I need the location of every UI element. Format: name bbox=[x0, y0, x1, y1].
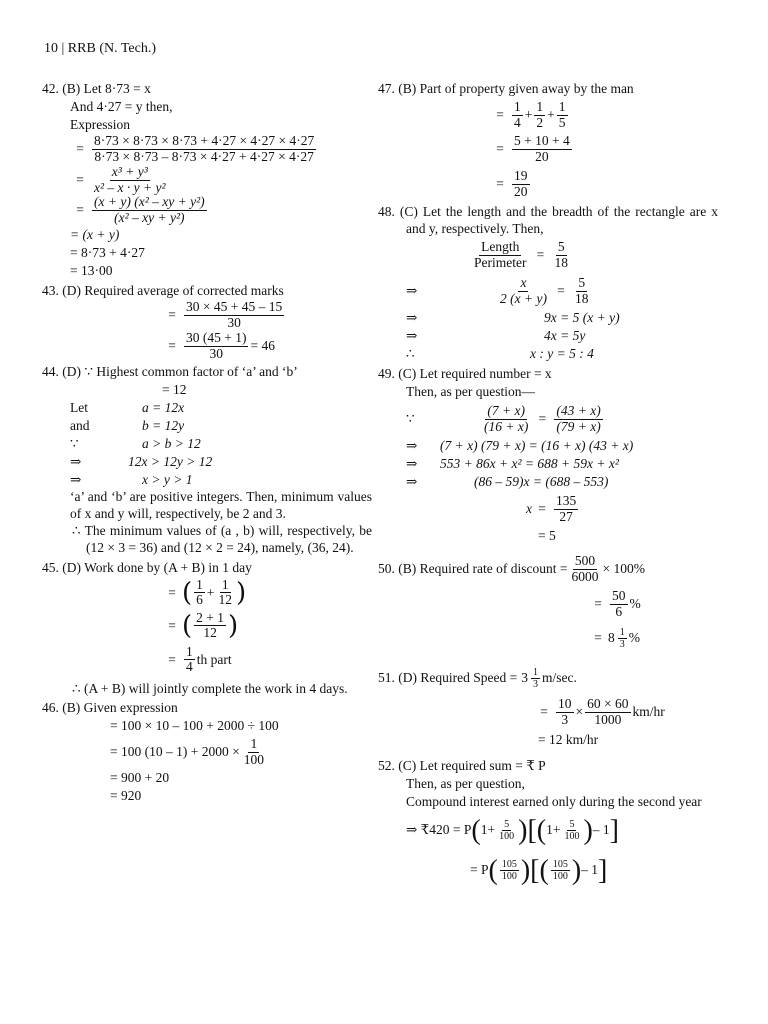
answer-44-r1: = 12 bbox=[162, 382, 187, 397]
answer-44-para2: ∴ The minimum values of (a , b) will, respectively, be (12 × 3 = 36) and (12 × 2 = 24), namely, (36, 24). bbox=[72, 523, 372, 556]
answer-52-head: 52. (C) Let required sum = ₹ P bbox=[378, 758, 546, 774]
answer-42-result2: = 8·73 + 4·27 bbox=[70, 244, 145, 260]
answer-49: 49. (C) Let required number = x Then, as per question— ∵ $\frac{(7 + x)}{(16 + x)}$ = $\frac{(43 + x)}{(79 + x)}$ ⇒ (7 + x) (79 + x) = (16 + x) (43 + x) ⇒ 553 + 86x + x² = 688 + 59x + x² ⇒ (86 – 59)x = (688 – 553) x = $\frac{135}{27}$ = 5 bbox=[378, 366, 718, 546]
answer-50: 50. (B) Required rate of discount = $\frac{500}{6000}$ × 100% = $\frac{50}{6}$ % = 8 $\frac{1}{3}$ % bbox=[378, 553, 645, 651]
answer-42-frac1: = $\frac{8\cdot 73 \times 8\cdot 73 \times 8\cdot 73 + 4\cdot 27 \times 4\cdot 27 \times 4\cdot 27}{8\cdot 73 \times 8\cdot 73 - 8\cdot 73 \times 4\cdot 27 + 4\cdot 27 \times 4\cdot 27}$ bbox=[76, 133, 315, 164]
answer-52: 52. (C) Let required sum = ₹ P Then, as per question, Compound interest earned only during the second year ⇒ ₹420 = P ( 1+ $\frac{5}{100}$ ) [ ( 1+ $\frac{5}{100}$ ) – 1 ] = P ( $\frac{105}{100}$ ) [ ( $\frac{105}{100}$ ) – 1 ] bbox=[378, 758, 718, 891]
answer-47: 47. (B) Part of property given away by the man = $\frac{1}{4}$ + $\frac{1}{2}$ + $\frac{1}{5}$ = $\frac{5 + 10 + 4}{20}$ = $\frac{19}{20}$ bbox=[378, 80, 718, 202]
left-column bbox=[42, 80, 372, 808]
answer-46: 46. (B) Given expression = 100 × 10 – 100 + 2000 ÷ 100 = 100 (10 – 1) + 2000 × $\frac{1}{100}$ = 900 + 20 = 920 bbox=[42, 700, 372, 806]
answer-42-line2: Expression bbox=[70, 116, 130, 132]
right-column bbox=[378, 80, 718, 893]
answer-48: 48. (C) Let the length and the breadth of the rectangle are x and y, respectively. Then, $\frac{\text{Length}}{\text{Perimeter}}$ = $\frac{5}{18}$ ⇒ $\frac{x}{2 (x + y)}$ = $\frac{5}{18}$ ⇒ 9x = 5 (x + y) ⇒ 4x = 5y ∴ x : y = 5 : 4 bbox=[378, 204, 718, 362]
answer-43 bbox=[42, 282, 372, 361]
answer-43-frac2: = $\frac{30 (45 + 1)}{30}$ = 46 bbox=[168, 329, 275, 361]
answer-49-head: 49. (C) Let required number = x bbox=[378, 366, 552, 382]
answer-48-head: 48. (C) Let the length and the breadth of the rectangle are x and y, respectively. Then, bbox=[378, 204, 718, 236]
answer-47-head: 47. (B) Part of property given away by the man bbox=[378, 80, 634, 96]
answer-42-line1: And 4·27 = y then, bbox=[70, 98, 173, 114]
answer-44: 44. (D) ∵ Highest common factor of ‘a’ and ‘b’ = 12 Let a = 12x and b = 12y ∵ a > b > 12 ⇒ 12x > 12y > 12 ⇒ x > y > 1 ‘a’ and ‘b’ are positive integers. Then, minimum values of x and y will, respectively, be 2 and 3. ∴ The minimum values of (a , b) will, respectively, be (12 × 3 = 36) and (12 × 2 = 24), namely, (36, 24). bbox=[42, 364, 372, 556]
answer-44-para1: ‘a’ and ‘b’ are positive integers. Then, minimum values of x and y will, respectively, be 2 and 3. bbox=[70, 489, 372, 522]
answer-43-frac1: = $\frac{30 \times 45 + 45 - 15}{30}$ bbox=[168, 299, 283, 330]
page-header: 10 | RRB (N. Tech.) bbox=[44, 41, 156, 56]
answer-43-head: 43. (D) Required average of corrected marks bbox=[42, 282, 284, 298]
answer-45: 45. (D) Work done by (A + B) in 1 day = ( $\frac{1}{6}$ + $\frac{1}{12}$ ) = ( $\frac{2 + 1}{12}$ ) = $\frac{1}{4}$ th part ∴ (A + B) will jointly complete the work in 4 days. bbox=[42, 559, 372, 698]
answer-42-head: 42. (B) Let 8·73 = x bbox=[42, 80, 151, 96]
answer-42 bbox=[42, 80, 372, 280]
answer-42-result3: = 13·00 bbox=[70, 262, 113, 278]
answer-42-result1: = (x + y) bbox=[70, 226, 120, 242]
answer-51: 51. (D) Required Speed = 3 $\frac{1}{3}$ m/sec. = $\frac{10}{3}$ × $\frac{60 \times 60}{1000}$ km/hr = 12 km/hr bbox=[378, 667, 665, 748]
answer-45-conclusion: ∴ (A + B) will jointly complete the work in 4 days. bbox=[72, 680, 348, 696]
answer-46-head: 46. (B) Given expression bbox=[42, 700, 178, 716]
answer-42-frac3: = $\frac{\text{(x + y) (x² – xy + y²)}}{\text{(x² – xy + y²)}}$ bbox=[76, 194, 205, 226]
answer-45-head: 45. (D) Work done by (A + B) in 1 day bbox=[42, 559, 252, 575]
answer-42-frac2: = $\frac{\text{x³ + y³}}{\text{x² – x · y + y²}}$ bbox=[76, 163, 166, 195]
answer-44-head: 44. (D) ∵ Highest common factor of ‘a’ and ‘b’ bbox=[42, 364, 298, 379]
